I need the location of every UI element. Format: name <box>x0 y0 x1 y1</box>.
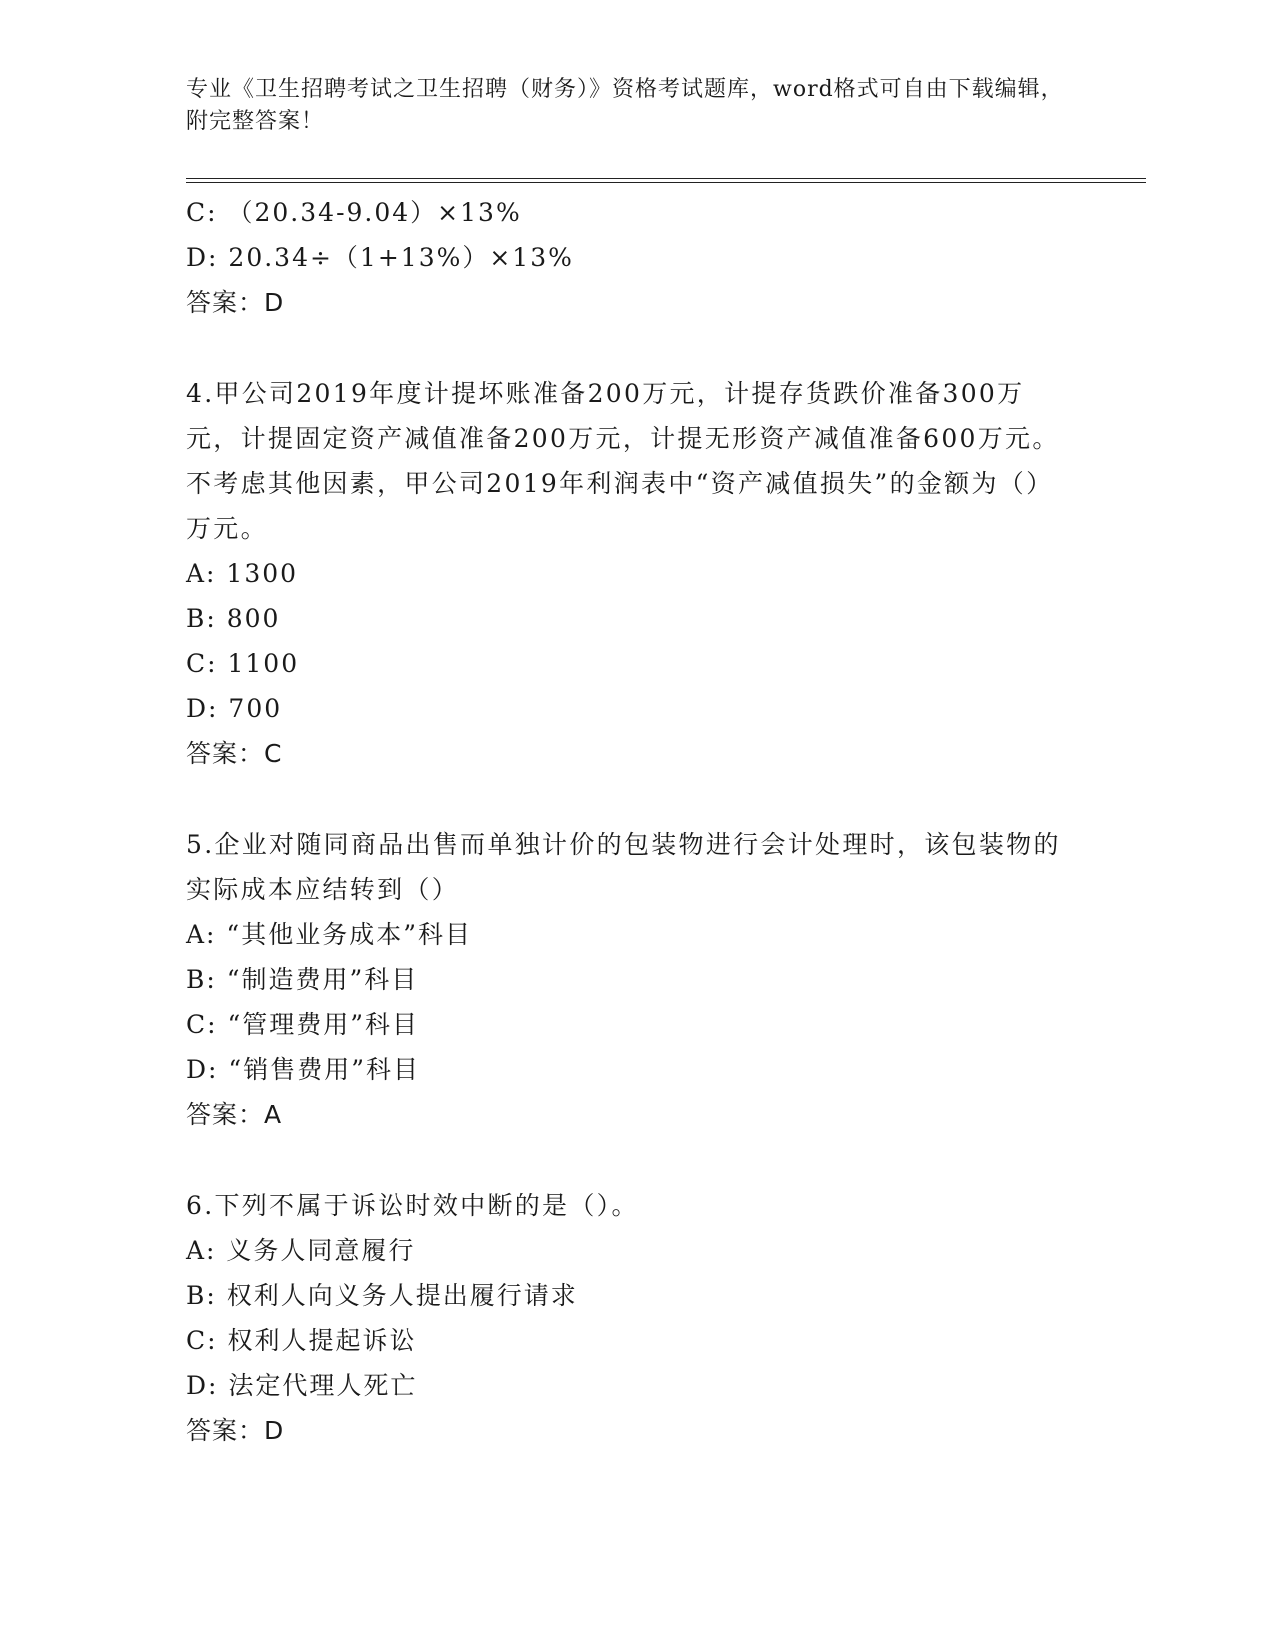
option-c: C: “管理费用”科目 <box>186 1010 420 1039</box>
answer-line: 答案：C <box>186 739 283 768</box>
option-d: D: 700 <box>186 694 283 723</box>
option-d: D: 法定代理人死亡 <box>186 1371 418 1400</box>
option-c: C: （20.34-9.04）×13% <box>186 198 522 227</box>
option-a: A: 1300 <box>186 559 299 588</box>
spacer <box>186 776 1066 822</box>
option-c: C: 权利人提起诉讼 <box>186 1326 417 1355</box>
option-a: A: 义务人同意履行 <box>186 1236 416 1265</box>
question-text: 4.甲公司2019年度计提坏账准备200万元，计提存货跌价准备300万元，计提固定资产减值准备200万元，计提无形资产减值准备600万元。不考虑其他因素，甲公司2019年利润表中“资产减值损失”的金额为（）万元。 <box>186 379 1060 543</box>
question-text: 6.下列不属于诉讼时效中断的是（）。 <box>186 1191 639 1220</box>
option-d: D: “销售费用”科目 <box>186 1055 420 1084</box>
question-5 <box>186 822 1066 1137</box>
spacer <box>186 1137 1066 1183</box>
answer-line: 答案：D <box>186 288 285 317</box>
question-4 <box>186 371 1066 776</box>
answer-line: 答案：A <box>186 1100 283 1129</box>
option-b: B: 800 <box>186 604 281 633</box>
header-divider <box>186 178 1146 183</box>
answer-line: 答案：D <box>186 1416 285 1445</box>
question-list <box>186 190 1066 1453</box>
option-d: D: 20.34÷（1+13%）×13% <box>186 243 574 272</box>
header-title: 专业《卫生招聘考试之卫生招聘（财务）》资格考试题库，word格式可自由下载编辑，附完整答案！ <box>186 77 1064 134</box>
document-header <box>186 74 1086 138</box>
question-6 <box>186 1183 1066 1453</box>
spacer <box>186 325 1066 371</box>
option-a: A: “其他业务成本”科目 <box>186 920 472 949</box>
option-b: B: 权利人向义务人提出履行请求 <box>186 1281 578 1310</box>
question-3-tail <box>186 190 1066 325</box>
option-c: C: 1100 <box>186 649 300 678</box>
question-text: 5.企业对随同商品出售而单独计价的包装物进行会计处理时，该包装物的实际成本应结转到（） <box>186 830 1061 904</box>
option-b: B: “制造费用”科目 <box>186 965 419 994</box>
